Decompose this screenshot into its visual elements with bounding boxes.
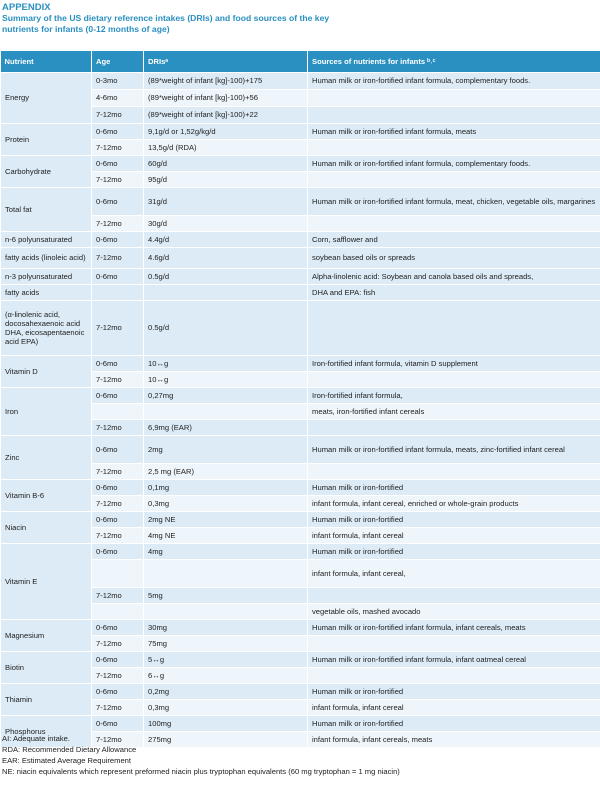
nutrient-cell: Vitamin B-6 xyxy=(1,480,92,512)
table-row xyxy=(1,232,600,248)
footnote-ai: AI: Adequate intake. xyxy=(2,734,70,743)
source-cell: soybean based oils or spreads xyxy=(308,248,600,269)
age-cell: 0-3mo xyxy=(92,73,144,90)
table-row xyxy=(1,188,600,216)
age-cell: 7-12mo xyxy=(92,216,144,232)
nutrient-cell: (α-linolenic acid, docosahexaenoic acid DHA, eicosapentaenoic acid EPA) xyxy=(1,301,92,356)
source-cell: Human milk or iron-fortified xyxy=(308,480,600,496)
dri-cell: 30mg xyxy=(144,620,308,636)
table-row xyxy=(1,512,600,528)
dri-cell xyxy=(144,560,308,588)
table-row xyxy=(1,436,600,464)
dri-cell: 4mg xyxy=(144,544,308,560)
age-cell: 7-12mo xyxy=(92,372,144,388)
dri-cell: 0,2mg xyxy=(144,684,308,700)
age-cell: 7-12mo xyxy=(92,140,144,156)
source-cell: Human milk or iron-fortified infant formula, meats xyxy=(308,124,600,140)
source-cell xyxy=(308,464,600,480)
dri-cell: 0,1mg xyxy=(144,480,308,496)
dri-cell: 2mg xyxy=(144,436,308,464)
age-cell xyxy=(92,604,144,620)
dri-cell: 5mg xyxy=(144,588,308,604)
nutrient-cell: Energy xyxy=(1,73,92,124)
age-cell: 0-6mo xyxy=(92,512,144,528)
table-row xyxy=(1,652,600,668)
footnote-rda: RDA: Recommended Dietary Allowance xyxy=(2,745,137,754)
dri-cell: 4.4g/d xyxy=(144,232,308,248)
age-cell: 4-6mo xyxy=(92,90,144,107)
appendix-label: APPENDIX xyxy=(2,2,51,13)
source-cell: infant formula, infant cereals, meats xyxy=(308,732,600,748)
dri-cell: 9,1g/d or 1,52g/kg/d xyxy=(144,124,308,140)
table-header-row xyxy=(1,51,600,73)
dri-cell: 10↔g xyxy=(144,356,308,372)
dri-cell: 2,5 mg (EAR) xyxy=(144,464,308,480)
age-cell: 7-12mo xyxy=(92,668,144,684)
age-cell: 7-12mo xyxy=(92,588,144,604)
nutrient-cell: Zinc xyxy=(1,436,92,480)
nutrient-cell: Niacin xyxy=(1,512,92,544)
appendix-heading xyxy=(2,2,592,35)
dri-cell: 6,9mg (EAR) xyxy=(144,420,308,436)
table-row xyxy=(1,301,600,356)
nutrient-cell: fatty acids xyxy=(1,285,92,301)
age-cell: 7-12mo xyxy=(92,528,144,544)
dri-cell: 0,27mg xyxy=(144,388,308,404)
age-cell: 7-12mo xyxy=(92,107,144,124)
source-cell xyxy=(308,420,600,436)
source-cell: Iron-fortified infant formula, xyxy=(308,388,600,404)
dri-cell xyxy=(144,285,308,301)
source-cell xyxy=(308,107,600,124)
nutrient-cell: Iron xyxy=(1,388,92,436)
nutrient-cell: n-3 polyunsaturated xyxy=(1,269,92,285)
age-cell: 0-6mo xyxy=(92,716,144,732)
source-cell: Human milk or iron-fortified infant formula, complementary foods. xyxy=(308,156,600,172)
dri-cell: (89*weight of infant [kg]-100)+56 xyxy=(144,90,308,107)
dri-cell: 4.6g/d xyxy=(144,248,308,269)
dri-cell: (89*weight of infant [kg]-100)+175 xyxy=(144,73,308,90)
source-cell xyxy=(308,372,600,388)
dri-cell: 0,3mg xyxy=(144,496,308,512)
source-cell: Human milk or iron-fortified xyxy=(308,716,600,732)
dri-cell: 100mg xyxy=(144,716,308,732)
source-cell: Human milk or iron-fortified xyxy=(308,544,600,560)
age-cell: 0-6mo xyxy=(92,544,144,560)
dri-table xyxy=(0,51,600,748)
footnote-ear: EAR: Estimated Average Requirement xyxy=(2,756,132,765)
nutrient-cell: Magnesium xyxy=(1,620,92,652)
nutrient-cell: Carbohydrate xyxy=(1,156,92,188)
age-cell: 0-6mo xyxy=(92,356,144,372)
source-cell: Alpha-linolenic acid: Soybean and canola based oils and spreads, xyxy=(308,269,600,285)
table-row xyxy=(1,156,600,172)
source-cell: meats, iron-fortified infant cereals xyxy=(308,404,600,420)
dri-cell: 6↔g xyxy=(144,668,308,684)
age-cell: 0-6mo xyxy=(92,436,144,464)
table-row xyxy=(1,620,600,636)
age-cell: 0-6mo xyxy=(92,124,144,140)
table-row xyxy=(1,716,600,732)
age-cell: 7-12mo xyxy=(92,636,144,652)
age-cell: 7-12mo xyxy=(92,700,144,716)
age-cell: 0-6mo xyxy=(92,232,144,248)
age-cell: 0-6mo xyxy=(92,156,144,172)
column-header-dris: DRIsᵃ xyxy=(144,51,308,73)
source-cell xyxy=(308,588,600,604)
dri-cell: (89*weight of infant [kg]-100)+22 xyxy=(144,107,308,124)
source-cell xyxy=(308,90,600,107)
dri-cell: 75mg xyxy=(144,636,308,652)
age-cell: 0-6mo xyxy=(92,188,144,216)
nutrient-cell: Phosphorus xyxy=(1,716,92,748)
footnotes xyxy=(2,733,400,777)
age-cell: 0-6mo xyxy=(92,684,144,700)
nutrient-cell: n-6 polyunsaturated xyxy=(1,232,92,248)
table-row xyxy=(1,544,600,560)
source-cell xyxy=(308,668,600,684)
source-cell: Human milk or iron-fortified infant formula, complementary foods. xyxy=(308,73,600,90)
dri-cell: 0,3mg xyxy=(144,700,308,716)
footnote-ne: NE: niacin equivalents which represent preformed niacin plus tryptophan equivalents (60 mg tryptophan = 1 mg niacin) xyxy=(2,767,400,776)
source-cell xyxy=(308,301,600,356)
source-cell xyxy=(308,636,600,652)
dri-cell: 13,5g/d (RDA) xyxy=(144,140,308,156)
source-cell xyxy=(308,140,600,156)
age-cell: 7-12mo xyxy=(92,732,144,748)
source-cell: vegetable oils, mashed avocado xyxy=(308,604,600,620)
age-cell: 0-6mo xyxy=(92,269,144,285)
age-cell: 7-12mo xyxy=(92,464,144,480)
table-row xyxy=(1,684,600,700)
age-cell: 7-12mo xyxy=(92,301,144,356)
age-cell xyxy=(92,404,144,420)
source-cell: Corn, safflower and xyxy=(308,232,600,248)
source-cell: Human milk or iron-fortified xyxy=(308,684,600,700)
dri-cell: 95g/d xyxy=(144,172,308,188)
table-row xyxy=(1,248,600,269)
nutrient-cell: Thiamin xyxy=(1,684,92,716)
source-cell: DHA and EPA: fish xyxy=(308,285,600,301)
age-cell: 0-6mo xyxy=(92,652,144,668)
dri-cell: 0.5g/d xyxy=(144,301,308,356)
source-cell: infant formula, infant cereal xyxy=(308,528,600,544)
age-cell: 7-12mo xyxy=(92,420,144,436)
source-cell: Human milk or iron-fortified infant formula, meat, chicken, vegetable oils, margarines xyxy=(308,188,600,216)
column-header-sources: Sources of nutrients for infants ᵇ˒ᶜ xyxy=(308,51,600,73)
column-header-age: Age xyxy=(92,51,144,73)
table-row xyxy=(1,356,600,372)
source-cell: Human milk or iron-fortified infant formula, infant cereals, meats xyxy=(308,620,600,636)
dri-cell: 5↔g xyxy=(144,652,308,668)
table-row xyxy=(1,73,600,90)
age-cell xyxy=(92,560,144,588)
nutrient-cell: Vitamin D xyxy=(1,356,92,388)
dri-cell: 0.5g/d xyxy=(144,269,308,285)
source-cell xyxy=(308,172,600,188)
source-cell: Human milk or iron-fortified xyxy=(308,512,600,528)
column-header-nutrient: Nutrient xyxy=(1,51,92,73)
dri-cell xyxy=(144,604,308,620)
table-row xyxy=(1,388,600,404)
age-cell: 0-6mo xyxy=(92,480,144,496)
dri-cell: 60g/d xyxy=(144,156,308,172)
source-cell: Iron-fortified infant formula, vitamin D supplement xyxy=(308,356,600,372)
nutrient-cell: Total fat xyxy=(1,188,92,232)
dri-table-body xyxy=(1,73,600,748)
age-cell: 7-12mo xyxy=(92,172,144,188)
source-cell: infant formula, infant cereal xyxy=(308,700,600,716)
source-cell xyxy=(308,216,600,232)
age-cell: 0-6mo xyxy=(92,388,144,404)
table-row xyxy=(1,285,600,301)
dri-cell: 275mg xyxy=(144,732,308,748)
source-cell: Human milk or iron-fortified infant formula, infant oatmeal cereal xyxy=(308,652,600,668)
dri-cell: 30g/d xyxy=(144,216,308,232)
table-row xyxy=(1,269,600,285)
nutrient-cell: Protein xyxy=(1,124,92,156)
table-row xyxy=(1,124,600,140)
dri-cell: 2mg NE xyxy=(144,512,308,528)
dri-cell: 4mg NE xyxy=(144,528,308,544)
nutrient-cell: fatty acids (linoleic acid) xyxy=(1,248,92,269)
age-cell: 0-6mo xyxy=(92,620,144,636)
dri-cell: 31g/d xyxy=(144,188,308,216)
age-cell: 7-12mo xyxy=(92,248,144,269)
source-cell: infant formula, infant cereal, enriched or whole-grain products xyxy=(308,496,600,512)
appendix-title: Summary of the US dietary reference intakes (DRIs) and food sources of the key nutrients for infants (0-12 months of age) xyxy=(2,13,330,34)
table-row xyxy=(1,480,600,496)
source-cell: Human milk or iron-fortified infant formula, meats, zinc-fortified infant cereal xyxy=(308,436,600,464)
age-cell xyxy=(92,285,144,301)
nutrient-cell: Biotin xyxy=(1,652,92,684)
nutrient-cell: Vitamin E xyxy=(1,544,92,620)
dri-cell: 10↔g xyxy=(144,372,308,388)
age-cell: 7-12mo xyxy=(92,496,144,512)
dri-cell xyxy=(144,404,308,420)
source-cell: infant formula, infant cereal, xyxy=(308,560,600,588)
